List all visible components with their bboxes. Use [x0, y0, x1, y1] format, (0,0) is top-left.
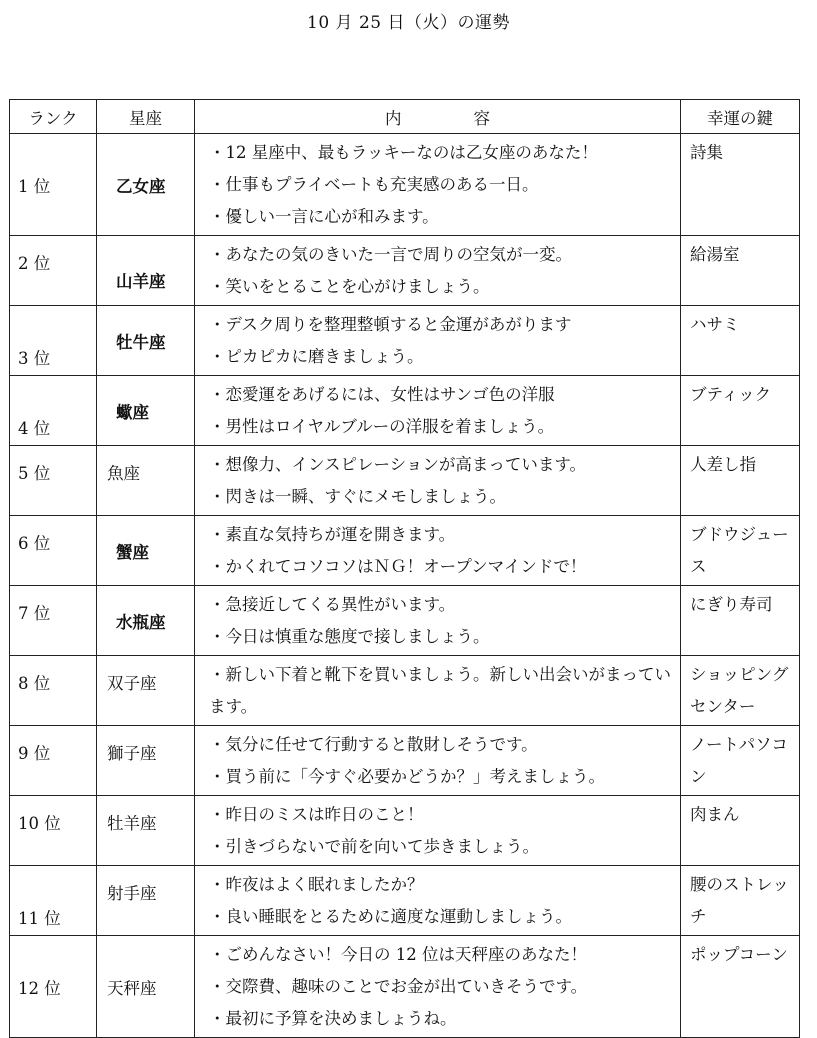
content-cell: ・気分に任せて行動すると散財しそうです。 ・買う前に「今すぐ必要かどうか？」考えましょう。: [195, 726, 681, 796]
sign-cell: 天秤座: [97, 936, 195, 1038]
sign-cell: 蠍座: [97, 376, 195, 446]
table-row: [10, 656, 800, 726]
header-sign: 星座: [97, 100, 195, 134]
lucky-key-cell: にぎり寿司: [681, 586, 800, 656]
header-lucky-key: 幸運の鍵: [681, 100, 800, 134]
content-cell: ・あなたの気のきいた一言で周りの空気が一変。 ・笑いをとることを心がけましょう。: [195, 236, 681, 306]
table-row: [10, 134, 800, 236]
sign-cell: 魚座: [97, 446, 195, 516]
lucky-key-cell: 腰のストレッチ: [681, 866, 800, 936]
sign-cell: 山羊座: [97, 236, 195, 306]
content-cell: ・新しい下着と靴下を買いましょう。新しい出会いがまっています。: [195, 656, 681, 726]
table-row: [10, 866, 800, 936]
header-rank: ランク: [10, 100, 97, 134]
table-row: [10, 586, 800, 656]
rank-cell: 1 位: [10, 134, 97, 236]
lucky-key-cell: ブティック: [681, 376, 800, 446]
rank-cell: 5 位: [10, 446, 97, 516]
lucky-key-cell: 肉まん: [681, 796, 800, 866]
rank-cell: 3 位: [10, 306, 97, 376]
lucky-key-cell: ハサミ: [681, 306, 800, 376]
table-row: [10, 376, 800, 446]
lucky-key-cell: 詩集: [681, 134, 800, 236]
content-cell: ・12 星座中、最もラッキーなのは乙女座のあなた！ ・仕事もプライベートも充実感のある一日。 ・優しい一言に心が和みます。: [195, 134, 681, 236]
sign-cell: 射手座: [97, 866, 195, 936]
rank-cell: 9 位: [10, 726, 97, 796]
sign-cell: 牡羊座: [97, 796, 195, 866]
sign-cell: 牡牛座: [97, 306, 195, 376]
table-row: [10, 936, 800, 1038]
sign-cell: 双子座: [97, 656, 195, 726]
rank-cell: 12 位: [10, 936, 97, 1038]
table-row: [10, 796, 800, 866]
rank-cell: 8 位: [10, 656, 97, 726]
content-cell: ・昨夜はよく眠れましたか？ ・良い睡眠をとるために適度な運動しましょう。: [195, 866, 681, 936]
rank-cell: 10 位: [10, 796, 97, 866]
table-row: [10, 446, 800, 516]
rank-cell: 6 位: [10, 516, 97, 586]
sign-cell: 獅子座: [97, 726, 195, 796]
page-title: 10 月 25 日（火）の運勢: [307, 13, 510, 33]
sign-cell: 蟹座: [97, 516, 195, 586]
lucky-key-cell: ポップコーン: [681, 936, 800, 1038]
rank-cell: 7 位: [10, 586, 97, 656]
lucky-key-cell: ショッピングセンター: [681, 656, 800, 726]
rank-cell: 11 位: [10, 866, 97, 936]
table-row: [10, 236, 800, 306]
lucky-key-cell: ブドウジュース: [681, 516, 800, 586]
table-header-row: [10, 100, 800, 134]
rank-cell: 2 位: [10, 236, 97, 306]
table-row: [10, 516, 800, 586]
rank-cell: 4 位: [10, 376, 97, 446]
sign-cell: 乙女座: [97, 134, 195, 236]
fortune-table: [9, 99, 800, 1038]
lucky-key-cell: 人差し指: [681, 446, 800, 516]
sign-cell: 水瓶座: [97, 586, 195, 656]
table-row: [10, 306, 800, 376]
header-content: 内 容: [195, 100, 681, 134]
table-row: [10, 726, 800, 796]
content-cell: ・デスク周りを整理整頓すると金運があがります ・ピカピカに磨きましょう。: [195, 306, 681, 376]
content-cell: ・恋愛運をあげるには、女性はサンゴ色の洋服 ・男性はロイヤルブルーの洋服を着ましょう。: [195, 376, 681, 446]
content-cell: ・想像力、インスピレーションが高まっています。 ・閃きは一瞬、すぐにメモしましょう。: [195, 446, 681, 516]
content-cell: ・素直な気持ちが運を開きます。 ・かくれてコソコソはＮＧ！オープンマインドで！: [195, 516, 681, 586]
lucky-key-cell: 給湯室: [681, 236, 800, 306]
content-cell: ・ごめんなさい！今日の 12 位は天秤座のあなた！ ・交際費、趣味のことでお金が出ていきそうです。 ・最初に予算を決めましょうね。: [195, 936, 681, 1038]
lucky-key-cell: ノートパソコン: [681, 726, 800, 796]
content-cell: ・急接近してくる異性がいます。 ・今日は慎重な態度で接しましょう。: [195, 586, 681, 656]
content-cell: ・昨日のミスは昨日のこと！ ・引きづらないで前を向いて歩きましょう。: [195, 796, 681, 866]
